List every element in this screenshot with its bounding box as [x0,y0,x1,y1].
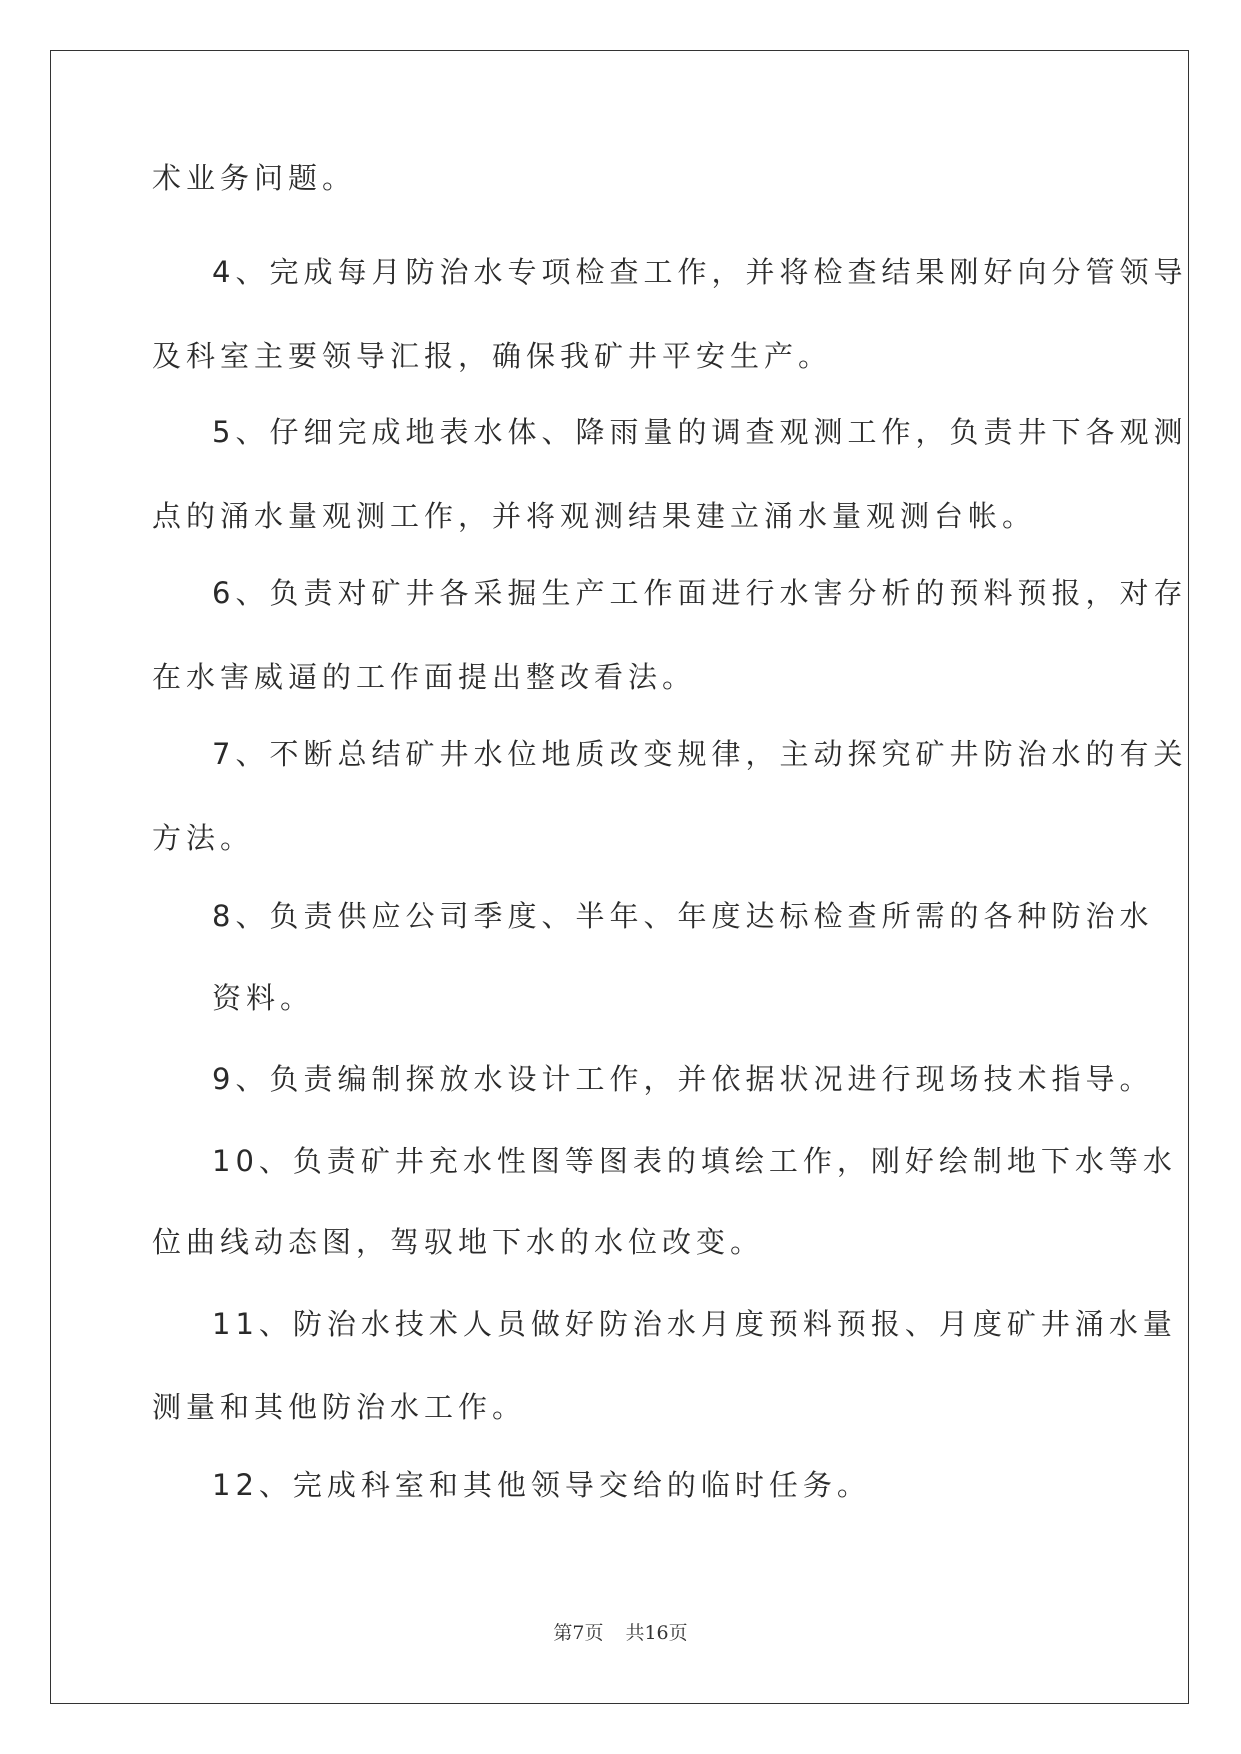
text-line: 12、完成科室和其他领导交给的临时任务。 [212,1468,871,1502]
text-line: 资料。 [212,981,315,1015]
text-line: 6、负责对矿井各采掘生产工作面进行水害分析的预料预报，对存 [212,576,1188,610]
text-line: 测量和其他防治水工作。 [152,1390,527,1424]
text-line: 方法。 [152,821,255,855]
text-line: 及科室主要领导汇报，确保我矿井平安生产。 [152,339,833,373]
text-line: 8、负责供应公司季度、半年、年度达标检查所需的各种防治水 [212,899,1154,933]
text-line: 11、防治水技术人员做好防治水月度预料预报、月度矿井涌水量 [212,1307,1177,1341]
page-number-total: 共16页 [625,1622,688,1644]
text-line: 在水害威逼的工作面提出整改看法。 [152,660,697,694]
page-footer [0,1618,1241,1645]
page-border [50,50,1189,1704]
page-number-current: 第7页 [553,1622,604,1644]
text-line: 4、完成每月防治水专项检查工作，并将检查结果刚好向分管领导 [212,255,1188,289]
text-line: 7、不断总结矿井水位地质改变规律，主动探究矿井防治水的有关 [212,737,1188,771]
text-line: 10、负责矿井充水性图等图表的填绘工作，刚好绘制地下水等水 [212,1144,1177,1178]
text-line: 点的涌水量观测工作，并将观测结果建立涌水量观测台帐。 [152,499,1037,533]
text-line: 5、仔细完成地表水体、降雨量的调查观测工作，负责井下各观测 [212,415,1188,449]
text-line: 位曲线动态图，驾驭地下水的水位改变。 [152,1225,765,1259]
text-line: 9、负责编制探放水设计工作，并依据状况进行现场技术指导。 [212,1062,1154,1096]
text-line: 术业务问题。 [152,161,357,195]
